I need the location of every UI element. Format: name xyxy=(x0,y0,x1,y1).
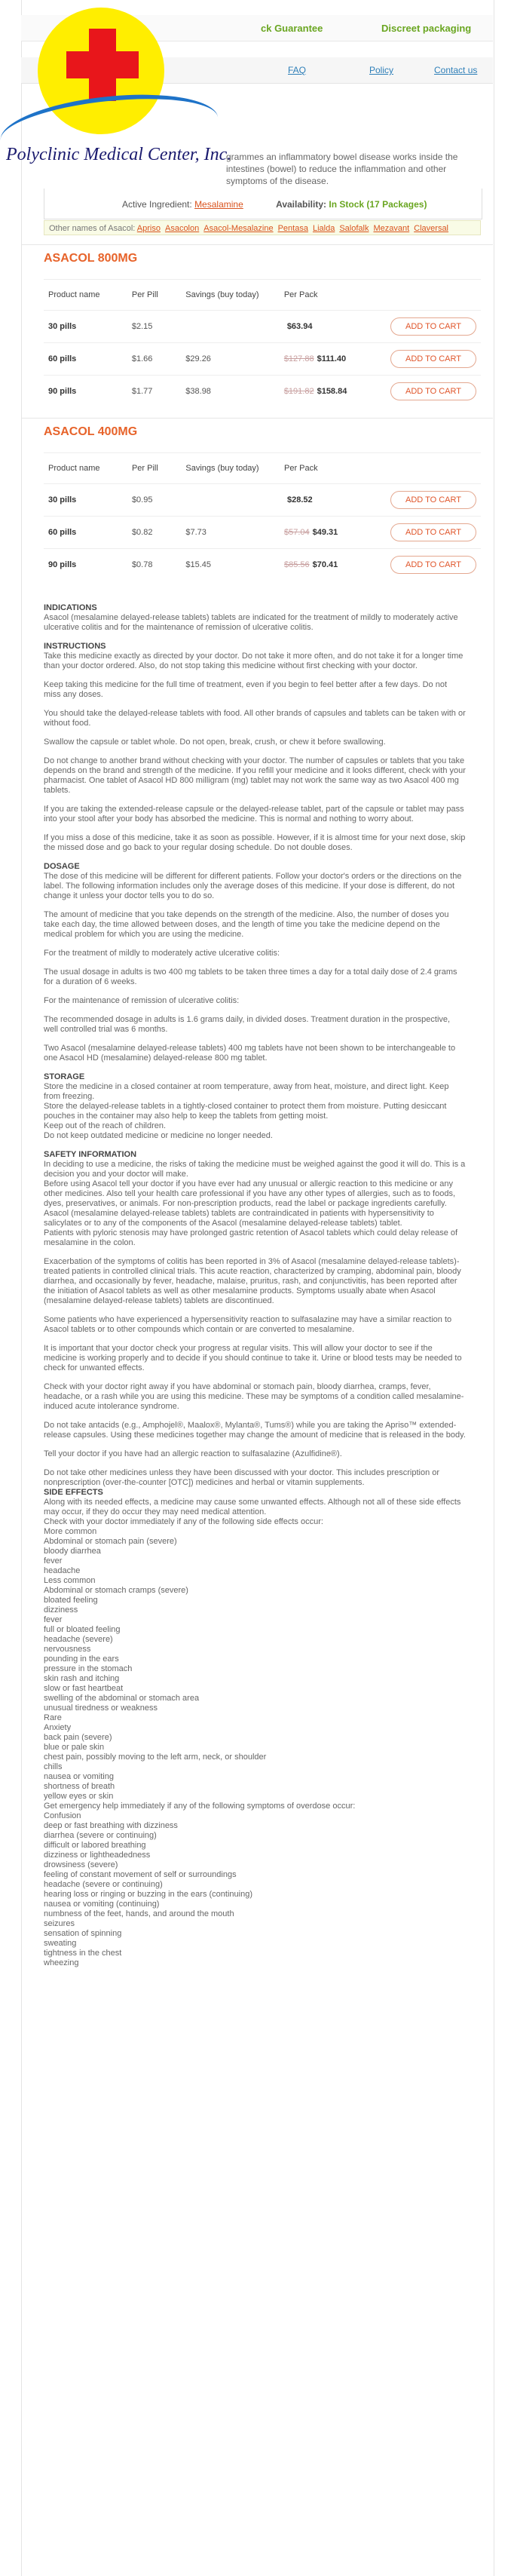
other-name-link[interactable]: Lialda xyxy=(312,224,335,233)
side-effect-item: slow or fast heartbeat xyxy=(44,1684,124,1693)
col-per-pack: Per Pack xyxy=(280,453,386,484)
heading-indications: INDICATIONS xyxy=(44,603,97,612)
table-row xyxy=(44,311,481,343)
old-price: $57.04 xyxy=(283,528,310,537)
safety-paragraph: Do not take antacids (e.g., Amphojel®, Maalox®, Mylanta®, Tums®) while you are taking the Apriso™ extended-release capsules. Using these medicines together may change the amount of medicine that is released in the body. xyxy=(44,1421,466,1440)
instructions-paragraph: If you are taking the extended-release capsule or the delayed-release tablet, part of the capsule or tablet may pass into your stool after your body has absorbed the medicine. This is normal and nothing to worry about. xyxy=(44,805,464,823)
instructions-paragraph: Keep taking this medicine for the full time of treatment, even if you begin to feel better after a few days. Do not miss any doses. xyxy=(44,680,448,699)
dosage-paragraph: Two Asacol (mesalamine delayed-release tablets) 400 mg tablets have not been shown to be interchangeable to one Asacol HD (mesalamine) delayed-release 800 mg tablet. xyxy=(44,1044,456,1063)
col-savings: Savings (buy today) xyxy=(181,280,280,311)
logo-cross-icon-bar xyxy=(66,51,139,78)
pack-price: $111.40 xyxy=(317,354,347,363)
product-details xyxy=(44,603,466,1968)
add-to-cart-button[interactable]: ADD TO CART xyxy=(390,382,476,400)
col-per-pill: Per Pill xyxy=(127,453,181,484)
storage-line: Store the medicine in a closed container at room temperature, away from heat, moisture, and direct light. Keep from freezing. xyxy=(44,1082,449,1101)
heading-storage: STORAGE xyxy=(44,1072,85,1081)
safety-paragraph: Exacerbation of the symptoms of colitis has been reported in 3% of Asacol (mesalamine delayed-release tablets)-treated patients in controlled clinical trials. This acute reaction, characterized by cramping, abdominal pain, bloody diarrhea, and occasionally by fever, headache, malaise, pruritus, rash, and conjunctivitis, has been reported after the initiation of Asacol tablets as well as other mesalamine products. Symptoms usually abate when Asacol (mesalamine delayed-release tablets) tablets are discontinued. xyxy=(44,1257,461,1305)
heading-dosage: DOSAGE xyxy=(44,862,80,871)
pack-price: $63.94 xyxy=(286,322,313,331)
pack-size: 30 pills xyxy=(44,311,127,343)
savings-value xyxy=(181,311,280,343)
nav-link-policy[interactable]: Policy xyxy=(369,65,394,75)
price-table-400mg xyxy=(44,452,481,581)
heading-side-effects: SIDE EFFECTS xyxy=(44,1488,103,1497)
side-effect-item: yellow eyes or skin xyxy=(44,1792,114,1801)
add-to-cart-button[interactable]: ADD TO CART xyxy=(390,350,476,368)
heading-instructions: INSTRUCTIONS xyxy=(44,642,106,651)
price-table-800mg xyxy=(44,279,481,407)
side-effect-item: deep or fast breathing with dizziness xyxy=(44,1821,178,1830)
side-effects-list xyxy=(44,1527,466,1968)
col-savings: Savings (buy today) xyxy=(181,453,280,484)
old-price: $191.82 xyxy=(283,387,314,396)
side-effect-item: pressure in the stomach xyxy=(44,1664,133,1673)
side-effect-item: seizures xyxy=(44,1919,75,1928)
table-row xyxy=(44,343,481,376)
other-names-label: Other names of Asacol: xyxy=(49,224,136,233)
pack-price: $28.52 xyxy=(286,495,313,504)
pack-price: $158.84 xyxy=(317,387,347,396)
heading-safety: SAFETY INFORMATION xyxy=(44,1150,137,1159)
col-per-pill: Per Pill xyxy=(127,280,181,311)
dosage-paragraph: The amount of medicine that you take depends on the strength of the medicine. Also, the number of doses you take each day, the time allowed between doses, and the length of time you take the medicine depend on the medical problem for which you are using the medicine. xyxy=(44,910,449,939)
section-divider xyxy=(21,418,493,419)
add-to-cart-button[interactable]: ADD TO CART xyxy=(390,523,476,541)
nav-link-faq[interactable]: FAQ xyxy=(288,65,307,75)
other-name-link[interactable]: Salofalk xyxy=(339,224,369,233)
other-name-link[interactable]: Asacol-Mesalazine xyxy=(203,224,274,233)
side-effect-item: headache (severe) xyxy=(44,1635,113,1644)
side-effect-item: sweating xyxy=(44,1939,77,1948)
dosage-paragraph: The dose of this medicine will be different for different patients. Follow your doctor's orders or the directions on the label. The following information includes only the average doses of this medicine. If your dose is different, do not change it unless your doctor tells you to do so. xyxy=(44,872,462,900)
side-effect-item: unusual tiredness or weakness xyxy=(44,1704,158,1713)
side-effect-item: numbness of the feet, hands, and around the mouth xyxy=(44,1909,234,1918)
other-names-bar xyxy=(44,220,481,235)
side-effect-item: Rare xyxy=(44,1713,62,1722)
side-effect-item: pounding in the ears xyxy=(44,1654,119,1664)
guarantee-badge: ck Guarantee xyxy=(261,23,323,34)
other-name-link[interactable]: Apriso xyxy=(136,224,161,233)
product-meta xyxy=(122,199,427,210)
old-price: $85.56 xyxy=(283,560,310,569)
table-row xyxy=(44,549,481,581)
availability-value: In Stock (17 Packages) xyxy=(329,199,427,210)
storage-line: Keep out of the reach of children. xyxy=(44,1121,167,1130)
site-logo[interactable] xyxy=(0,0,232,181)
other-name-link[interactable]: Pentasa xyxy=(277,224,308,233)
add-to-cart-button[interactable]: ADD TO CART xyxy=(390,491,476,509)
safety-paragraph: Check with your doctor right away if you have abdominal or stomach pain, bloody diarrhea, cramps, fever, headache, or a rash while you are using this medicine. These may be symptoms of a condition called mesalamine-induced acute intolerance syndrome. xyxy=(44,1382,464,1411)
side-effect-item: shortness of breath xyxy=(44,1782,115,1791)
side-effect-item: wheezing xyxy=(44,1958,79,1967)
section-divider xyxy=(21,244,493,245)
side-effect-item: difficult or labored breathing xyxy=(44,1841,146,1850)
savings-value xyxy=(181,484,280,517)
safety-line: Before using Asacol tell your doctor if you have ever had any unusual or allergic reaction to this medicine or any other medicines. Also tell your health care professional if you have any other types of allergies, such as to foods, dyes, preservatives, or animals. For non-prescription products, read the label or package ingredients carefully. xyxy=(44,1179,456,1208)
product-description: grammes an inflammatory bowel disease works inside the intestines (bowel) to reduce the inflammation and other symptoms of the disease. xyxy=(226,152,458,186)
other-name-link[interactable]: Mezavant xyxy=(373,224,410,233)
side-effect-item: skin rash and itching xyxy=(44,1674,120,1683)
per-pill-price: $0.82 xyxy=(127,517,181,549)
col-product-name: Product name xyxy=(44,280,127,311)
side-effect-item: headache xyxy=(44,1566,81,1575)
per-pill-price: $1.77 xyxy=(127,376,181,408)
section-title-800mg: ASACOL 800MG xyxy=(44,252,138,265)
add-to-cart-button[interactable]: ADD TO CART xyxy=(390,317,476,336)
side-effect-item: More common xyxy=(44,1527,97,1536)
pack-size: 60 pills xyxy=(44,343,127,376)
side-effect-item: drowsiness (severe) xyxy=(44,1860,118,1869)
instructions-paragraph: Do not change to another brand without checking with your doctor. The number of capsules or tablets that you take depends on the brand and strength of the medicine. If you refill your medicine and it looks different, check with your pharmacist. One tablet of Asacol HD 800 milligram (mg) tablet may not work the same way as two Asacol 400 mg tablets. xyxy=(44,756,466,795)
instructions-paragraph: You should take the delayed-release tablets with food. All other brands of capsules and tablets can be taken with or without food. xyxy=(44,709,466,728)
side-effect-item: bloody diarrhea xyxy=(44,1547,101,1556)
storage-line: Do not keep outdated medicine or medicine no longer needed. xyxy=(44,1131,273,1140)
dosage-paragraph: For the treatment of mildly to moderately active ulcerative colitis: xyxy=(44,949,280,958)
dosage-paragraph: The recommended dosage in adults is 1.6 grams daily, in divided doses. Treatment duration in the prospective, well controlled trial was 6 months. xyxy=(44,1015,451,1034)
side-effect-item: hearing loss or ringing or buzzing in the ears (continuing) xyxy=(44,1890,252,1899)
side-effects-intro: Along with its needed effects, a medicine may cause some unwanted effects. Although not all of these side effects may occur, if they do occur they may need medical attention. xyxy=(44,1498,461,1516)
side-effect-item: Confusion xyxy=(44,1811,81,1820)
col-action xyxy=(386,280,481,311)
instructions-paragraph: Swallow the capsule or tablet whole. Do not open, break, crush, or chew it before swallowing. xyxy=(44,738,386,747)
safety-paragraph: It is important that your doctor check your progress at regular visits. This will allow your doctor to see if the medicine is working properly and to decide if you should continue to take it. Urine or blood tests may be needed to check for unwanted effects. xyxy=(44,1344,462,1372)
table-row xyxy=(44,517,481,549)
side-effect-item: feeling of constant movement of self or surroundings xyxy=(44,1870,237,1879)
nav-link-contact[interactable]: Contact us xyxy=(434,65,478,75)
safety-line: Do not take other medicines unless they have been discussed with your doctor. This includes prescription or nonprescription (over-the-counter [OTC]) medicines and herbal or vitamin supplements. xyxy=(44,1468,440,1487)
side-effect-item: chest pain, possibly moving to the left arm, neck, or shoulder xyxy=(44,1753,267,1762)
side-effect-item: tightness in the chest xyxy=(44,1949,122,1958)
side-effect-item: Abdominal or stomach cramps (severe) xyxy=(44,1586,188,1595)
safety-line: In deciding to use a medicine, the risks of taking the medicine must be weighed against the good it will do. This is a decision you and your doctor will make. xyxy=(44,1160,466,1179)
instructions-paragraph: Take this medicine exactly as directed by your doctor. Do not take it more often, and do not take it for a longer time than your doctor ordered. Also, do not stop taking this medicine without first checking with your doctor. xyxy=(44,652,464,670)
col-per-pack: Per Pack xyxy=(280,280,386,311)
old-price: $127.88 xyxy=(283,354,314,363)
availability-label: Availability: xyxy=(276,199,327,210)
other-name-link[interactable]: Claversal xyxy=(414,224,449,233)
table-header-row xyxy=(44,453,481,484)
savings-value: $7.73 xyxy=(181,517,280,549)
section-title-400mg: ASACOL 400MG xyxy=(44,425,138,438)
side-effects-intro: Check with your doctor immediately if any of the following side effects occur: xyxy=(44,1517,323,1526)
side-effect-item: dizziness or lightheadedness xyxy=(44,1851,151,1860)
pack-price: $70.41 xyxy=(312,560,338,569)
side-effect-item: fever xyxy=(44,1556,63,1566)
ingredient-link[interactable]: Mesalamine xyxy=(194,199,243,210)
storage-line: Store the delayed-release tablets in a tightly-closed container to protect them from moisture. Putting desiccant pouches in the container may also help to keep the tablets from getting moist. xyxy=(44,1102,447,1121)
col-action xyxy=(386,453,481,484)
indications-text: Asacol (mesalamine delayed-release tablets) tablets are indicated for the treatment of mildly to moderately active ulcerative colitis and for the maintenance of remission of ulcerative colitis. xyxy=(44,613,458,632)
ingredient-label: Active Ingredient: xyxy=(122,199,192,210)
pack-size: 30 pills xyxy=(44,484,127,517)
side-effect-item: Get emergency help immediately if any of the following symptoms of overdose occur: xyxy=(44,1802,356,1811)
per-pill-price: $0.95 xyxy=(127,484,181,517)
table-row xyxy=(44,484,481,517)
side-effect-item: full or bloated feeling xyxy=(44,1625,121,1634)
safety-paragraph: Some patients who have experienced a hypersensitivity reaction to sulfasalazine may have a similar reaction to Asacol tablets or to other compounds which contain or are converted to mesalamine. xyxy=(44,1315,452,1334)
side-effect-item: fever xyxy=(44,1615,63,1624)
side-effect-item: diarrhea (severe or continuing) xyxy=(44,1831,157,1840)
savings-value: $38.98 xyxy=(181,376,280,408)
dosage-paragraph: The usual dosage in adults is two 400 mg tablets to be taken three times a day for a total daily dose of 2.4 grams for a duration of 6 weeks. xyxy=(44,968,457,986)
add-to-cart-button[interactable]: ADD TO CART xyxy=(390,556,476,574)
side-effect-item: headache (severe or continuing) xyxy=(44,1880,163,1889)
other-name-link[interactable]: Asacolon xyxy=(164,224,200,233)
table-row xyxy=(44,376,481,408)
savings-value: $15.45 xyxy=(181,549,280,581)
pack-size: 90 pills xyxy=(44,549,127,581)
savings-value: $29.26 xyxy=(181,343,280,376)
side-effect-item: bloated feeling xyxy=(44,1596,98,1605)
pack-price: $49.31 xyxy=(312,528,338,537)
side-effect-item: nausea or vomiting (continuing) xyxy=(44,1900,160,1909)
side-effect-item: Abdominal or stomach pain (severe) xyxy=(44,1537,177,1546)
col-product-name: Product name xyxy=(44,453,127,484)
safety-paragraph: Tell your doctor if you have had an allergic reaction to sulfasalazine (Azulfidine®). xyxy=(44,1449,342,1458)
side-effect-item: nausea or vomiting xyxy=(44,1772,114,1781)
logo-brand-name: Polyclinic Medical Center, Inc. xyxy=(6,145,232,164)
dosage-paragraph: For the maintenance of remission of ulcerative colitis: xyxy=(44,996,240,1005)
side-effect-item: swelling of the abdominal or stomach area xyxy=(44,1694,200,1703)
side-effect-item: dizziness xyxy=(44,1605,78,1615)
pack-size: 60 pills xyxy=(44,517,127,549)
side-effect-item: nervousness xyxy=(44,1645,91,1654)
side-effect-item: chills xyxy=(44,1762,63,1771)
safety-line: Patients with pyloric stenosis may have prolonged gastric retention of Asacol tablets which could delay release of mesalamine in the colon. xyxy=(44,1228,458,1247)
pack-size: 90 pills xyxy=(44,376,127,408)
per-pill-price: $2.15 xyxy=(127,311,181,343)
safety-line: Asacol (mesalamine delayed-release tablets) tablets are contraindicated in patients with hypersensitivity to salicylates or to any of the components of the Asacol (mesalamine delayed-release tablets) tablet. xyxy=(44,1209,434,1228)
per-pill-price: $1.66 xyxy=(127,343,181,376)
side-effect-item: blue or pale skin xyxy=(44,1743,105,1752)
side-effect-item: Anxiety xyxy=(44,1723,72,1732)
per-pill-price: $0.78 xyxy=(127,549,181,581)
side-effect-item: sensation of spinning xyxy=(44,1929,122,1938)
packaging-badge: Discreet packaging xyxy=(381,23,472,34)
table-header-row xyxy=(44,280,481,311)
instructions-paragraph: If you miss a dose of this medicine, take it as soon as possible. However, if it is almost time for your next dose, skip the missed dose and go back to your regular dosing schedule. Do not double doses. xyxy=(44,833,466,852)
side-effect-item: back pain (severe) xyxy=(44,1733,112,1742)
side-effect-item: Less common xyxy=(44,1576,96,1585)
